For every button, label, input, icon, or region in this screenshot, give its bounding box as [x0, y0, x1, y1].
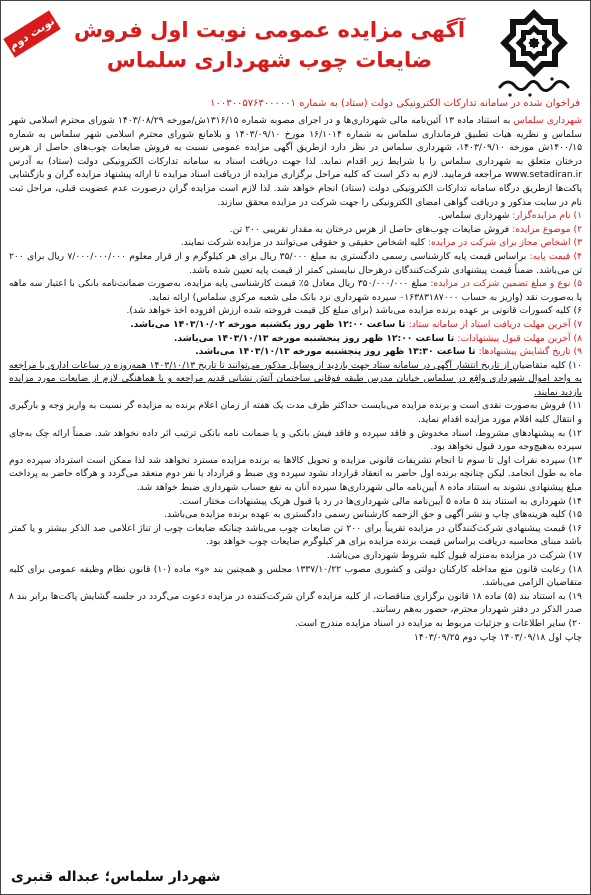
salmas-municipality-logo-icon: [486, 9, 582, 101]
item-text: سایر اطلاعات و جزئیات مربوط به مزایده در اسناد مزایده مندرج است.: [294, 617, 569, 629]
item-text: کلیه هزینه‌های چاپ و نشر آگهی و حق الزحمه کارشناس رسمی دادگستری به عهده برنده مزایده می‌باشد.: [164, 509, 569, 521]
item-label: ۴) قیمت پایه:: [529, 250, 582, 262]
item-text: شهرداری به استناد بند ۵ ماده ۵ آیین‌نامه مالی شهرداری‌ها در رد یا قبول هریک پیشنهادات مختار است.: [179, 495, 569, 507]
list-item: [9, 277, 582, 304]
item-text: مبلغ ۳۵۰/۰۰۰/۰۰۰ ریال معادل ۵٪ قیمت کارشناسی پایه مزایده، به‌صورت ضمانت‌نامه بانکی با اعتبار سه ماهه یا به‌صورت نقد (واریز به حساب ۰۱۶۳۸۳۱۸۷۰۰۰ سپرده شهرداری نزد بانک ملی شعبه مرکزی سلماس) ارائه نماید.: [9, 278, 582, 303]
list-item: [9, 250, 582, 277]
item-text: شهرداری سلماس.: [438, 210, 513, 222]
item-label: ۱) نام مزایده‌گزار:: [512, 210, 582, 222]
list-item: [9, 508, 582, 522]
list-item: [9, 304, 582, 318]
org-name: شهرداری سلماس: [513, 115, 582, 126]
item-text: فروش ضایعات چوب‌های حاصل از هرس درختان به مقدار تقریبی ۲۰۰ تن.: [229, 223, 513, 235]
print-dates: چاپ اول ۱۴۰۳/۰۹/۱۸ چاپ دوم ۱۴۰۳/۰۹/۲۵: [413, 631, 582, 643]
item-label: ۱۳): [568, 454, 582, 466]
list-item: [9, 454, 582, 495]
notice-body: [9, 114, 582, 644]
item-text: سپرده نفرات اول تا سوم تا انجام تشریفات قانونی مزایده و تحویل کالاها به برنده مزایده مسترد نخواهد شد لذا ممکن است استرداد سپرده دوم ماه به طول انجامد. لیکن چنانچه برنده اول حاضر به انعقاد قرارداد نشود سپرده وی ضبط و قرارداد با نفر دوم منعقد می‌گردد و هرگاه حاضر به پرداخت مبلغ پیشنهادی نشوند به استناد ماده ۸ آیین‌نامه مالی شهرداری‌ها سپرده آنان به نفع حساب شهرداری ضبط خواهد شد.: [9, 454, 582, 494]
list-item: [9, 590, 582, 617]
item-text: شرکت در مزایده به‌منزله قبول کلیه شروط شهرداری می‌باشد.: [326, 550, 569, 561]
item-label: ۱۹): [568, 590, 582, 602]
item-text: تا ساعت ۱۲:۰۰ ظهر روز پنجشنبه مورخه ۱۴۰۳/۱۰/۱۳ می‌باشد.: [173, 332, 458, 344]
item-label: ۱۲): [568, 427, 582, 439]
item-label: ۹) تاریخ گشایش پیشنهادها:: [478, 346, 582, 358]
item-label: ۳) اشخاص مجاز برای شرکت در مزایده:: [427, 237, 582, 249]
list-item: [9, 318, 582, 332]
list-item: [9, 332, 582, 346]
item-text: فروش به‌صورت نقدی است و برنده مزایده می‌بایست حداکثر ظرف مدت یک هفته از زمان اعلام برنده به مزایده گر نسبت به واریز وجه و بارگیری و انتقال کلیه اقلام مورد مزایده اقدام نماید.: [9, 400, 582, 426]
title-line-1: آگهی مزایده عمومی نوبت اول فروش: [73, 18, 466, 42]
list-item: [9, 522, 582, 549]
list-item: [9, 427, 582, 454]
item-text: بر عهده برنده مزایده می‌باشد (برای مبلغ کل قیمت فروخته شده ارزش افزوده اخذ خواهد شد).: [126, 305, 492, 317]
list-item: [9, 563, 582, 590]
item-label: ۱۵): [568, 509, 582, 521]
notice-title: [61, 15, 478, 75]
item-text: براساس قیمت پایه کارشناسی رسمی دادگستری به مبلغ ۳۵/۰۰۰ ریال برای هر کیلوگرم و از قرار معلوم ۷/۰۰۰/۰۰۰/۰۰۰ ریال برای ۲۰۰ تن می‌باشد. ضمناً قیمت پیشنهادی شرکت‌کنندگان درهرحال نبایستی کمتر از قیمت پایه تعیین شده باشد.: [9, 250, 582, 276]
intro-text: به استناد ماده ۱۳ آئین‌نامه مالی شهرداری‌ها و در اجرای مصوبه شماره ۱۳۱۶/۱۵ش/مورخه ۱۴۰۳/۰۸/۲۹ شورای محترم اسلامی شهر سلماس و نظریه هیات تطبیق فرمانداری سلماس به شماره ۱۶/۱۰۱۴ مورخ ۱۴۰۳/۰۹/۱۰ و بلامانع شورای محترم اسلامی شهر سلماس به شماره ۱۴۰۰/۱۵ش مورخه ۱۴۰۳/۰۹/۱۰، شهرداری سلماس در نظر دارد ازطریق آگهی مزایده عمومی نسبت به فروش ضایعات چوب‌های حاصل از هرس درختان متعلق به شهرداری سلماس را با شرایط زیر اقدام نماید. لذا جهت دریافت اسناد به سامانه تدارکات الکترونیکی دولت (ستاد) به آدرس www.setadiran.ir مراجعه فرمایید. لازم به ذکر است که کلیه مراحل برگزاری مزایده از دریافت اسناد مزایده تا ارائه پیشنهاد مزایده گران و بازگشایی پاکت‌ها ازطریق درگاه سامانه تدارکات الکترونیکی دولت (ستاد) انجام خواهد شد. لذا لازم است مزایده گران درصورت عدم عضویت قبلی، مراحل ثبت نام در سایت مذکور و دریافت گواهی امضای الکترونیکی را جهت شرکت در مزایده محقق سازند.: [9, 115, 583, 208]
list-item: [9, 223, 582, 237]
item-text: تا ساعت ۱۲:۰۰ ظهر روز یکشنبه مورخه ۱۴۰۳/۱۰/۰۲ می‌باشد.: [130, 318, 409, 330]
mayor-signature: شهردار سلماس؛ عبداله قنبری: [11, 869, 221, 885]
item-text: از تاریخ انتشار آگهی در سامانه ستاد جهت بازدید از وسایل مذکور می‌توانند تا تاریخ ۱۴۰۳/۱۰/۱۳ همه‌روزه در ساعات اداری با مراجعه به واحد اموال شهرداری واقع در سلماس خیابان مدرس طبقه فوقانی ساختمان آتش نشانی قدیم مراجعه و با هماهنگی لازم از ضایعات مورد مزایده بازدید نمایند.: [9, 359, 582, 398]
item-label: ۲) موضوع مزایده:: [512, 223, 582, 235]
item-label: ۸) آخرین مهلت قبول پیشنهادات:: [457, 332, 582, 344]
item-text: تا ساعت ۱۳:۳۰ ظهر روز پنجشنبه مورخه ۱۴۰۳/۱۰/۱۳ می‌باشد.: [195, 346, 479, 358]
list-item: [9, 617, 582, 631]
item-label: ۱۶): [568, 522, 582, 534]
list-item: [9, 209, 582, 223]
list-item: [9, 495, 582, 509]
list-item: [9, 345, 582, 359]
item-text: رعایت قانون منع مداخله کارکنان دولتی و کشوری مصوب ۱۳۳۷/۱۰/۲۲ مجلس و همچنین بند «و» ماده (۱۰) قانون نظام وظیفه عمومی برای کلیه متقاضیان الزامی می‌باشد.: [9, 563, 582, 589]
item-label: ۱۷): [568, 550, 582, 561]
item-label: ۵) نوع و مبلغ تضمین شرکت در مزایده:: [430, 278, 583, 290]
item-label: ۲۰): [568, 617, 582, 629]
title-line-2: ضایعات چوب شهرداری سلماس: [106, 48, 433, 72]
item-label: ۱۱): [568, 400, 582, 412]
item-text: به پیشنهادهای مشروط، اسناد مخدوش و فاقد سپرده و فاقد فیش بانکی و یا ضمانت نامه بانکی ترتیب اثر داده نخواهد شد. ضمناً ارائه چک به‌جای سپرده به‌هیچ‌وجه مورد قبول نخواهد بود.: [9, 427, 582, 453]
item-label: ۱۸): [568, 563, 583, 575]
item-text: کلیه اشخاص حقیقی و حقوقی می‌توانند در مزایده شرکت نمایند.: [180, 237, 428, 249]
item-text: به استناد بند (۵) ماده ۱۸ قانون برگزاری مناقصات، از کلیه مزایده گران شرکت‌کننده در مزایده دعوت می‌گردد در جلسه گشایش پاکت‌ها برابر بند ۸ صدر الذکر در دفتر شهردار محترم، حضور به‌هم رسانند.: [9, 590, 582, 616]
item-text: قیمت پیشنهادی شرکت‌کنندگان در مزایده تقریباً برای ۲۰۰ تن ضایعات چوب می‌باشد چنانکه ضایعات چوب از تناژ اعلامی صد الذکر بیشتر و یا کمتر باشد مبنای محاسبه دریافت براساس قیمت برنده مزایده برای هر کیلوگرم ضایعات چوب خواهد بود.: [9, 522, 582, 548]
tender-reference: فراخوان شده در سامانه تدارکات الکترونیکی دولت (ستاد) به شماره ۱۰۰۳۰۰۵۷۶۳۰۰۰۰۰۱: [210, 98, 580, 109]
list-item: [9, 236, 582, 250]
list-item: [9, 399, 582, 426]
item-label: ۶) کلیه کسورات قانونی: [491, 305, 582, 317]
item-label: ۷) آخرین مهلت دریافت اسناد از سامانه ستاد:: [408, 318, 582, 330]
item-label: ۱۰) کلیه متقاضیان: [512, 359, 582, 371]
item-label: ۱۴): [568, 495, 582, 507]
intro-paragraph: [9, 114, 582, 209]
list-item: [9, 549, 582, 563]
second-round-badge: نوبت دوم: [3, 10, 60, 57]
list-item: [9, 359, 582, 400]
